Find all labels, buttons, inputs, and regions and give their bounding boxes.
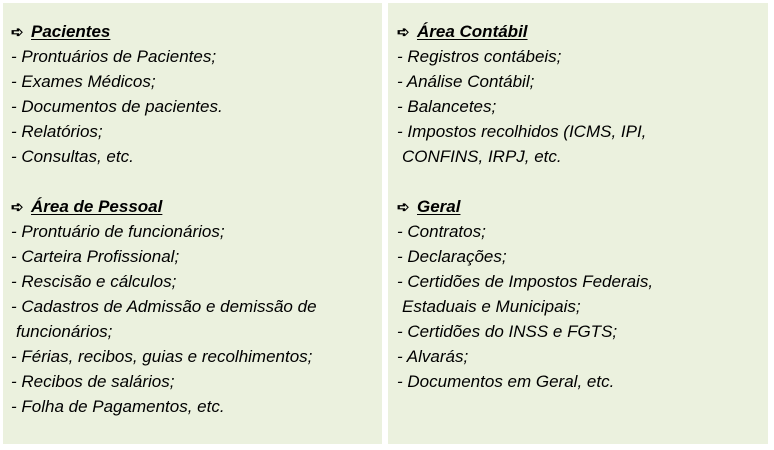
list-item: - Documentos em Geral, etc.	[397, 372, 615, 391]
list-item: - Prontuário de funcionários;	[11, 222, 225, 241]
section-area-contabil	[397, 19, 768, 169]
item-list	[397, 44, 768, 169]
list-item: - Exames Médicos;	[11, 72, 156, 91]
heading-text: Área de Pessoal	[31, 197, 163, 216]
section-heading	[11, 194, 382, 219]
list-item: - Certidões de Impostos Federais,	[397, 272, 654, 291]
list-item: - Registros contábeis;	[397, 47, 562, 66]
arrow-right-icon: ➪	[11, 199, 24, 216]
list-item: - Relatórios;	[11, 122, 103, 141]
heading-text: Pacientes	[31, 22, 111, 41]
section-geral	[397, 194, 768, 394]
list-item: - Prontuários de Pacientes;	[11, 47, 217, 66]
heading-text: Geral	[417, 197, 461, 216]
list-item: - Férias, recibos, guias e recolhimentos;	[11, 347, 313, 366]
list-item-continuation: Estaduais e Municipais;	[402, 297, 581, 316]
list-item-continuation: CONFINS, IRPJ, etc.	[402, 147, 562, 166]
list-item: - Documentos de pacientes.	[11, 97, 223, 116]
list-item: - Carteira Profissional;	[11, 247, 180, 266]
section-heading	[11, 19, 382, 44]
item-list	[397, 219, 768, 394]
list-item: - Recibos de salários;	[11, 372, 175, 391]
list-item: - Rescisão e cálculos;	[11, 272, 177, 291]
list-item: - Cadastros de Admissão e demissão de	[11, 297, 317, 316]
list-item-continuation: funcionários;	[16, 322, 113, 341]
list-item: - Balancetes;	[397, 97, 497, 116]
list-item: - Alvarás;	[397, 347, 469, 366]
list-item: - Contratos;	[397, 222, 486, 241]
section-heading	[397, 194, 768, 219]
list-item: - Declarações;	[397, 247, 507, 266]
section-area-de-pessoal	[11, 194, 382, 419]
arrow-right-icon: ➪	[397, 24, 410, 41]
section-pacientes	[11, 19, 382, 169]
item-list	[11, 44, 382, 169]
list-item: - Impostos recolhidos (ICMS, IPI,	[397, 122, 647, 141]
item-list	[11, 219, 382, 419]
arrow-right-icon: ➪	[11, 24, 24, 41]
list-item: - Certidões do INSS e FGTS;	[397, 322, 618, 341]
left-panel	[3, 3, 382, 444]
list-item: - Análise Contábil;	[397, 72, 535, 91]
right-panel	[388, 3, 768, 444]
list-item: - Folha de Pagamentos, etc.	[11, 397, 225, 416]
section-heading	[397, 19, 768, 44]
arrow-right-icon: ➪	[397, 199, 410, 216]
list-item: - Consultas, etc.	[11, 147, 134, 166]
heading-text: Área Contábil	[417, 22, 528, 41]
